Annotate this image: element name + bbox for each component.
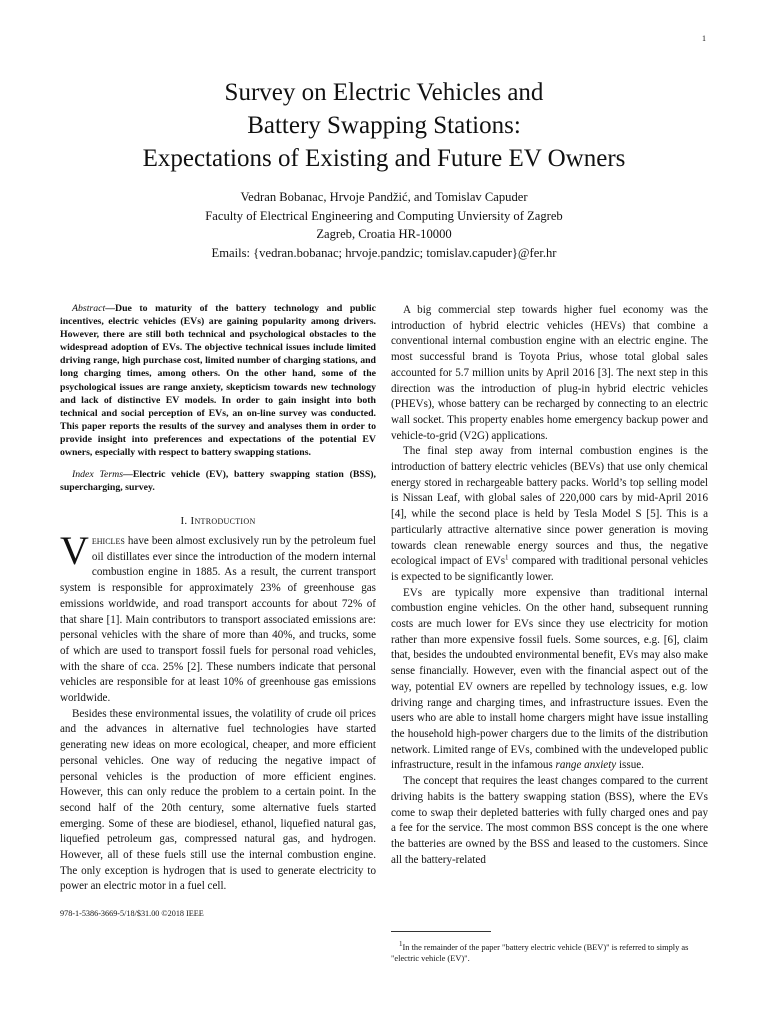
address: Zagreb, Croatia HR-10000 [316,227,452,241]
intro-paragraph-1-text: have been almost exclusively run by the petroleum fuel oil distillates ever since the introduction of the modern internal combustion engine in 1885. As a result, the current transport system is responsible for approximately 23% of greenhouse gas emissions worldwide, and road transport accounts for about 72% of that share [1]. Main contributors to transport associated emissions are: personal vehicles with the share of more than 40%, and trucks, some of which are used to transport fossil fuels for personal road vehicles, with the share of cca. 25% [2]. These numbers indicate that personal vehicles are responsible for at least 10% of greenhouse gas emissions worldwide. [60,535,376,705]
paper-title [0,76,768,175]
right-paragraph-3 [391,586,708,774]
footnote-text: In the remainder of the paper "battery electric vehicle (BEV)" is referred to simply as "electric vehicle (EV)". [391,943,689,963]
left-column [60,302,376,895]
drop-cap: V [60,528,89,574]
index-terms-lead: Index Terms [72,469,124,481]
title-line: Battery Swapping Stations: [247,112,521,139]
author-names: Vedran Bobanac, Hrvoje Pandžić, and Tomislav Capuder [240,190,528,204]
paper-header [0,76,768,262]
footnote-mark: 1 [399,940,403,949]
index-terms-text: Electric vehicle (EV), battery swapping station (BSS), supercharging, survey. [60,469,376,494]
footnote [391,942,708,964]
page-number: 1 [702,34,706,43]
index-terms [60,468,376,494]
title-line: Expectations of Existing and Future EV Owners [142,145,626,172]
index-terms-dash: — [123,469,133,481]
range-anxiety-emphasis: range anxiety [555,759,617,772]
section-numeral: I. [180,515,191,528]
right-paragraph-3-text-b: issue. [616,759,644,772]
copyright-notice: 978-1-5386-3669-5/18/$31.00 ©2018 IEEE [60,909,204,918]
emails: Emails: {vedran.bobanac; hrvoje.pandzic; tomislav.capuder}@fer.hr [211,245,557,260]
right-paragraph-1: A big commercial step towards higher fuel economy was the introduction of hybrid electric vehicles (HEVs) that combine a conventional internal combustion engine with an electric engine. The most successful brand is Toyota Prius, whose total global sales accounted for 5.7 million units by April 2016 [3]. The next step in this direction was the introduction of plug-in hybrid electric vehicles (PHEVs), whose battery can be recharged by connecting to an electric wall socket. This property enables home emergency backup power and vehicle-to-grid (V2G) applications. [391,304,708,442]
title-line: Survey on Electric Vehicles and [224,79,544,106]
right-paragraph-2 [391,444,708,585]
abstract-dash: — [105,303,115,314]
abstract-lead: Abstract [72,303,106,314]
footnote-divider [391,931,491,932]
section-title: Introduction [190,515,256,528]
abstract-text: Due to maturity of the battery technology and public incentives, electric vehicles (EVs) are gaining popularity among drivers. However, there are still both technical and psychological obstacles to the widespread adoption of EVs. The objective technical issues include limited driving range, high purchase cost, limited number of charging stations, and long charging times, among others. On the other hand, some of the psychological issues are range anxiety, skepticism towards new technology and lack of distinctive EV models. In order to gain insight into both technical and social perception of EVs, an on-line survey was conducted. This paper reports the results of the survey and analyses them in order to provide insight into preferences and expectations of the potential EV owners, especially with respect to battery swapping stations. [60,303,376,459]
section-heading-introduction [60,514,376,530]
right-paragraph-3-text-a: EVs are typically more expensive than traditional internal combustion engine vehicles. On the other hand, subsequent running costs are much lower for EVs since they use electricity for motion rather than more expensive fossil fuels. Some sources, e.g. [6], claim that, besides the undoubted environmental benefit, EVs may also make sense financially. However, even with the financial aspect out of the way, potential EV owners are repelled by technology issues, e.g. low driving range and charging times, and infrastructure issues. Even the users who are able to install home chargers might have issue installing the household high-power chargers due to the limits of the distribution network. Limited range of EVs, combined with the undeveloped public infrastructure, result in the infamous [391,586,708,772]
right-paragraph-2-text-b: compared with traditional personal vehicles is expected to be significantly lower. [391,555,708,583]
right-paragraph-2-text-a: The final step away from internal combustion engines is the introduction of battery electric vehicles (BEVs) that use only chemical energy stored in rechargeable battery packs. World’s top selling model is Nissan Leaf, with global sales of 220,000 cars by mid-April 2016 [4], while the second place is held by Tesla Model S [5]. This is a particularly attractive alternative since power generation is moving towards clean renewable energy sources and thus, the negative ecological impact of EVs [391,445,708,568]
author-block [0,188,768,262]
footnote-ref: 1 [505,553,509,562]
abstract [60,302,376,459]
intro-paragraph-2: Besides these environmental issues, the volatility of crude oil prices and the advances in alternative fuel technologies have started generating new ideas on more ecological, cheaper, and more efficient personal vehicles. One way of reducing the negative impact of personal vehicles is the production of more efficient engines. However, this can only reduce the problem to a certain point. In the second half of the 20th century, some alternative fuels started emerging. Some of these are biodiesel, ethanol, liquefied natural gas, liquefied petroleum gas, compressed natural gas, and hydrogen. However, all of these fuels still use the internal combustion engine. The only exception is hydrogen that is used to generate electricity to power an electric motor in a fuel cell. [60,707,376,893]
drop-cap-word-rest: ehicles [91,535,125,548]
right-paragraph-4: The concept that requires the least changes compared to the current driving habits is the battery swapping station (BSS), where the EVs come to swap their depleted batteries with fully charged ones and pay a fee for the service. The most common BSS concept is the one where the batteries are owned by the BSS and leased to the customers. Since all the battery-related [391,775,708,866]
intro-paragraph-1 [60,528,376,707]
right-column [391,303,708,868]
affiliation: Faculty of Electrical Engineering and Computing Unviersity of Zagreb [205,208,563,223]
